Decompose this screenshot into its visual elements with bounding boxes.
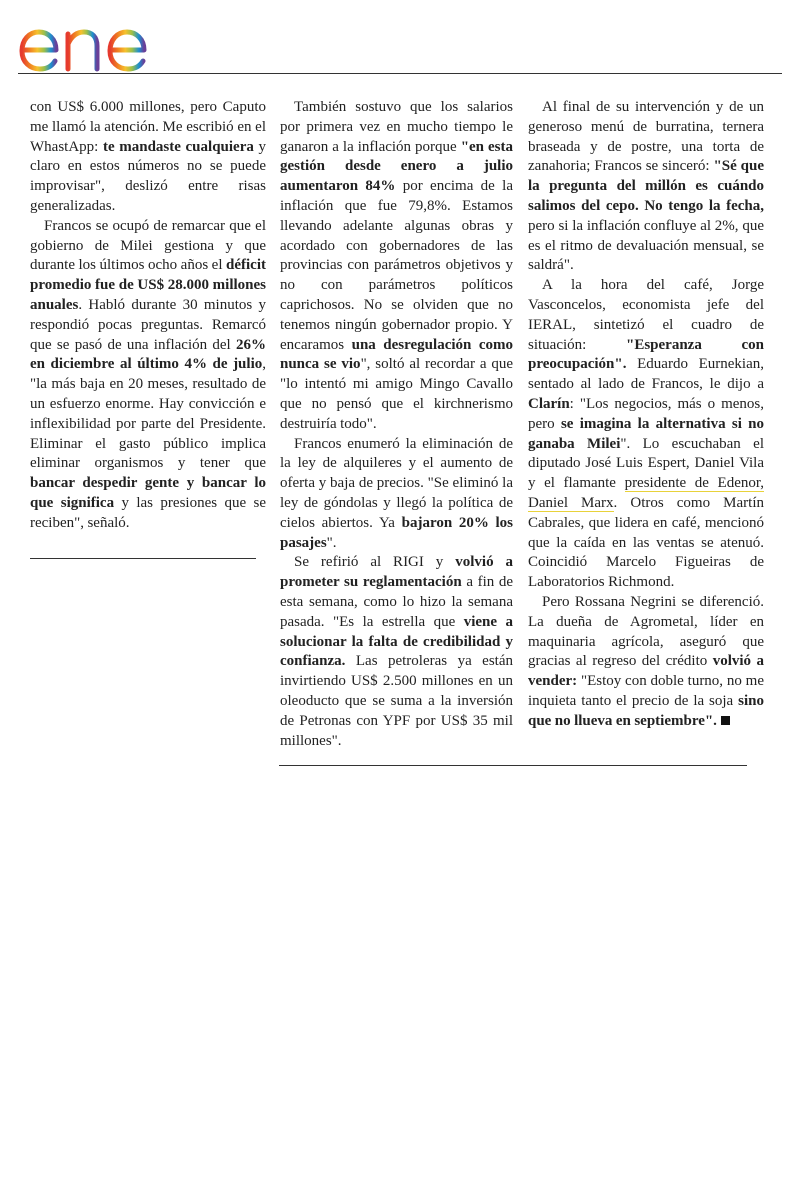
text-run: . Habló durante 30 minutos y respondió pocas preguntas. Remarcó que se pasó de una inflación del <box>30 296 266 353</box>
text-run: Francos se ocupó de remarcar que el gobierno de Milei gestiona y que durante los últimos ocho años el <box>30 217 266 274</box>
text-run: Pero Rossana Negrini se diferenció. La dueña de Agrometal, líder en maquinaria agrícola, aseguró que gracias al regreso del crédito <box>528 593 764 670</box>
paragraph <box>30 98 266 217</box>
bold-text: volvió a prometer su reglamentación <box>280 554 513 591</box>
text-run: : "Los negocios, más o menos, pero <box>528 395 764 432</box>
text-run: Eduardo Eurnekian, sentado al lado de Francos, le dijo a <box>528 356 764 393</box>
text-run: . Otros como Martín Cabrales, que lidera en café, mencionó que la caída en las ventas se atenuó. Coincidió Marcelo Figueiras de Laboratorios Richmond. <box>528 494 764 591</box>
article-column-1 <box>30 98 266 534</box>
text-run: ". Lo escuchaban el diputado José Luis Espert, Daniel Vila y el flamante <box>528 435 765 492</box>
bold-text: 26% en diciembre al último 4% de julio <box>30 336 266 373</box>
bold-text: Clarín <box>528 395 570 412</box>
text-run: Las petroleras ya están invirtiendo US$ 2.500 millones en un oleoducto que se suma a la inversión de Petronas con YPF por US$ 35 mil millones". <box>280 653 513 749</box>
underlined-text: presidente de Edenor, Daniel Marx <box>528 475 764 511</box>
bold-text: "en esta gestión desde enero a julio aumentaron 84% <box>280 138 513 195</box>
bold-text: se imagina la alternativa si no ganaba Milei <box>528 415 764 452</box>
text-run: ", soltó al recordar a que "lo intentó mi amigo Mingo Cavallo que no pensó que el kirchnerismo destruiría todo". <box>280 356 513 432</box>
bold-text: déficit promedio fue de US$ 28.000 millones anuales <box>30 257 266 313</box>
column-end-rule <box>30 558 256 559</box>
paragraph <box>30 217 266 534</box>
paragraph <box>280 553 513 751</box>
paragraph <box>528 98 764 276</box>
article-column-2 <box>280 98 513 751</box>
text-run: pero si la inflación confluye al 2%, que es el ritmo de devaluación mensual, se saldrá". <box>528 217 764 274</box>
bold-text: volvió a vender: <box>528 653 764 690</box>
bold-text: viene a solucionar la falta de credibilidad y confianza. <box>280 613 513 670</box>
text-run: "Estoy con doble turno, no me inquieta tanto el precio de la soja <box>528 673 764 709</box>
text-run: Al final de su intervención y de un generoso menú de burratina, ternera braseada y de postre, una torta de zanahoria; Francos se sinceró: <box>528 99 764 175</box>
paragraph <box>280 98 513 435</box>
text-run: y claro en estos números no se puede improvisar", deslizó entre risas generalizadas. <box>30 138 267 214</box>
text-run: a fin de esta semana, como lo hizo la semana pasada. "Es la estrella que <box>280 574 514 630</box>
text-run: con US$ 6.000 millones, pero Caputo me llamó la atención. Me escribió en el WhastApp: <box>30 99 266 155</box>
enel-logo <box>16 8 186 74</box>
paragraph <box>280 435 513 554</box>
text-run: ". <box>326 534 337 551</box>
bold-text: ". <box>704 712 717 729</box>
text-run: Francos enumeró la eliminación de la ley de alquileres y el aumento de oferta y baja de precios. "Se eliminó la ley de góndolas y llegó la política de cielos abiertos. Ya <box>280 435 513 531</box>
bold-text: "Esperanza con preocupación". <box>528 336 764 373</box>
paragraph <box>528 276 764 593</box>
bold-text: te mandaste cualquiera <box>102 138 254 155</box>
bold-text: bancar despedir gente y bancar lo que significa <box>30 475 266 511</box>
text-run: A la hora del café, Jorge Vasconcelos, economista jefe del IERAL, sintetizó el cuadro de situación: <box>528 277 764 353</box>
paragraph <box>528 593 764 732</box>
text-run: y las presiones que se reciben", señaló. <box>30 494 266 531</box>
article-end-rule <box>279 765 747 766</box>
text-run: También sostuvo que los salarios por primera vez en mucho tiempo le ganaron a la inflación porque <box>280 99 513 155</box>
text-run: por encima de la inflación que fue 79,8%. Estamos llevando adelante algunas obras y acordado con gobernadores de las provincias con parámetros objetivos y no con parámetros políticos caprichosos. No se olviden que no tenemos ningún gobernador propio. Y encaramos <box>280 178 513 353</box>
bold-text: bajaron 20% los pasajes <box>280 514 513 551</box>
end-of-article-mark <box>721 716 730 725</box>
text-run: Se refirió al RIGI y <box>294 554 456 571</box>
header-rule <box>18 73 782 74</box>
bold-text: una desregulación como nunca se vio <box>280 336 513 373</box>
bold-text: sino que no llueva en septiembre <box>528 692 764 729</box>
article-column-3 <box>528 98 764 732</box>
text-run: , "la más baja en 20 meses, resultado de un esfuerzo enorme. Hay convicción e inflexibilidad por parte del Presidente. Eliminar el gasto público implica eliminar organismos y tener que <box>30 356 266 472</box>
bold-text: "Sé que la pregunta del millón es cuándo salimos del cepo. No tengo la fecha, <box>528 158 765 214</box>
